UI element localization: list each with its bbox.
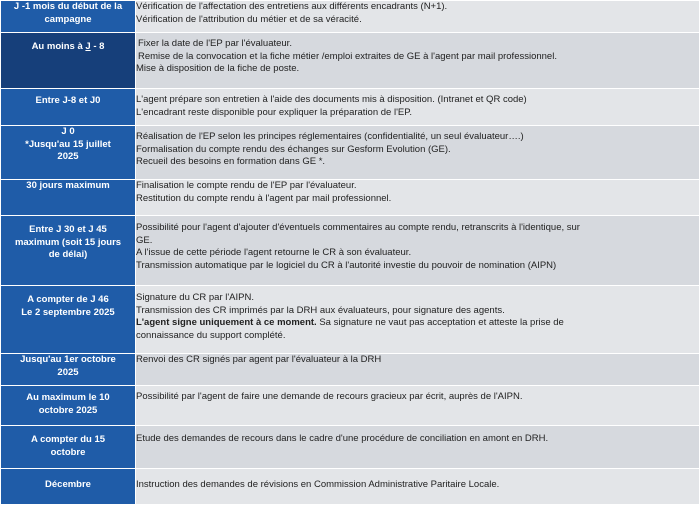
period-cell [1,1,136,33]
action-cell [136,1,700,33]
table-row [1,1,700,33]
action-cell [136,216,700,286]
period-cell [1,286,136,354]
table-row [1,180,700,216]
period-line: maximum (soit 15 jours [14,236,122,248]
action-line: Possibilité par l'agent de faire une demande de recours gracieux par écrit, auprès de l'AIPN. [136,391,523,402]
period-line: A compter de J 46 [27,294,109,305]
action-line: Instruction des demandes de révisions en Commission Administrative Paritaire Locale. [136,479,500,490]
action-line: Mise à disposition de la fiche de poste. [136,63,300,74]
period-line: Jusqu'au 1er octobre [20,354,116,365]
period-line: 2025 [57,366,79,378]
signature-note: Sa signature ne vaut pas acceptation et atteste la prise de [316,317,564,328]
action-line: Réalisation de l'EP selon les principes réglementaires (confidentialité, un seul évaluateur….) [136,131,524,142]
period-line: Au maximum le 10 [26,392,110,403]
table-row [1,89,700,126]
action-cell [136,89,700,126]
action-cell [136,126,700,180]
action-cell [136,286,700,354]
period-line: J 0 [61,126,75,137]
period-line: campagne [44,13,92,25]
action-line: A l'issue de cette période l'agent retourne le CR à son évaluateur. [136,247,412,258]
period-cell [1,386,136,426]
action-line: Restitution du compte rendu à l'agent par mail professionnel. [136,192,392,204]
table-row [1,426,700,469]
period-underlined: J [85,41,91,52]
action-line: GE. [136,234,153,246]
period-line: A compter du 15 [30,434,106,445]
action-cell [136,354,700,386]
action-line: Transmission automatique par le logiciel du CR à l'autorité investie du pouvoir de nomination (AIPN) [136,259,557,271]
signature-emphasis: L'agent signe uniquement à ce moment. [136,317,317,328]
action-cell [136,469,700,505]
table-row [1,33,700,89]
action-line: L'encadrant reste disponible pour expliquer la préparation de l'EP. [136,106,412,118]
table-row [1,286,700,354]
table-row [1,469,700,505]
action-line: Transmission des CR imprimés par la DRH aux évaluateurs, pour signature des agents. [136,304,505,316]
action-line [136,317,699,330]
period-line: octobre 2025 [38,404,98,416]
action-cell [136,180,700,216]
action-cell [136,426,700,469]
action-line: connaissance du support complété. [136,329,286,341]
period-cell [1,89,136,126]
action-cell [136,386,700,426]
action-line: Vérification de l'attribution du métier et de sa véracité. [136,13,362,25]
period-line [1,41,135,54]
action-line: Signature du CR par l'AIPN. [136,292,254,303]
period-line: Entre J 30 et J 45 [29,224,107,235]
table-row [1,126,700,180]
period-cell [1,354,136,386]
period-cell [1,33,136,89]
action-line: Vérification de l'affectation des entretiens aux différents encadrants (N+1). [136,1,448,12]
period-text: Au moins à [31,41,86,52]
period-cell [1,180,136,216]
action-line: Renvoi des CR signés par agent par l'évaluateur à la DRH [136,354,382,365]
period-cell [1,126,136,180]
period-cell [1,426,136,469]
action-line: Etude des demandes de recours dans le cadre d'une procédure de conciliation en amont en DRH. [136,433,549,444]
action-line: Formalisation du compte rendu des échanges sur Gesform Evolution (GE). [136,143,451,155]
period-line: *Jusqu'au 15 juillet [25,138,111,150]
period-line: 2025 [57,151,79,162]
action-line: L'agent prépare son entretien à l'aide des documents mis à disposition. (Intranet et QR code) [136,94,527,105]
action-line: Finalisation le compte rendu de l'EP par l'évaluateur. [136,180,357,191]
period-cell [1,216,136,286]
action-line: Possibilité pour l'agent d'ajouter d'éventuels commentaires au compte rendu, retranscrits à l'identique, sur [136,222,580,233]
action-line: Recueil des besoins en formation dans GE *. [136,156,326,167]
action-cell [136,33,700,89]
period-line: Le 2 septembre 2025 [21,306,115,318]
action-line: Fixer la date de l'EP par l'évaluateur. [138,38,292,49]
action-line: Remise de la convocation et la fiche métier /emploi extraites de GE à l'agent par mail professionnel. [138,50,557,62]
period-line: Décembre [45,479,91,490]
period-cell [1,469,136,505]
period-line: Entre J-8 et J0 [35,95,101,106]
period-line: 30 jours maximum [26,180,110,191]
table-row [1,354,700,386]
period-line: octobre [50,446,86,458]
table-row [1,216,700,286]
period-line: de délai) [48,249,88,260]
period-text: - 8 [90,41,105,52]
period-line: J -1 mois du début de la [13,1,123,12]
table-row [1,386,700,426]
